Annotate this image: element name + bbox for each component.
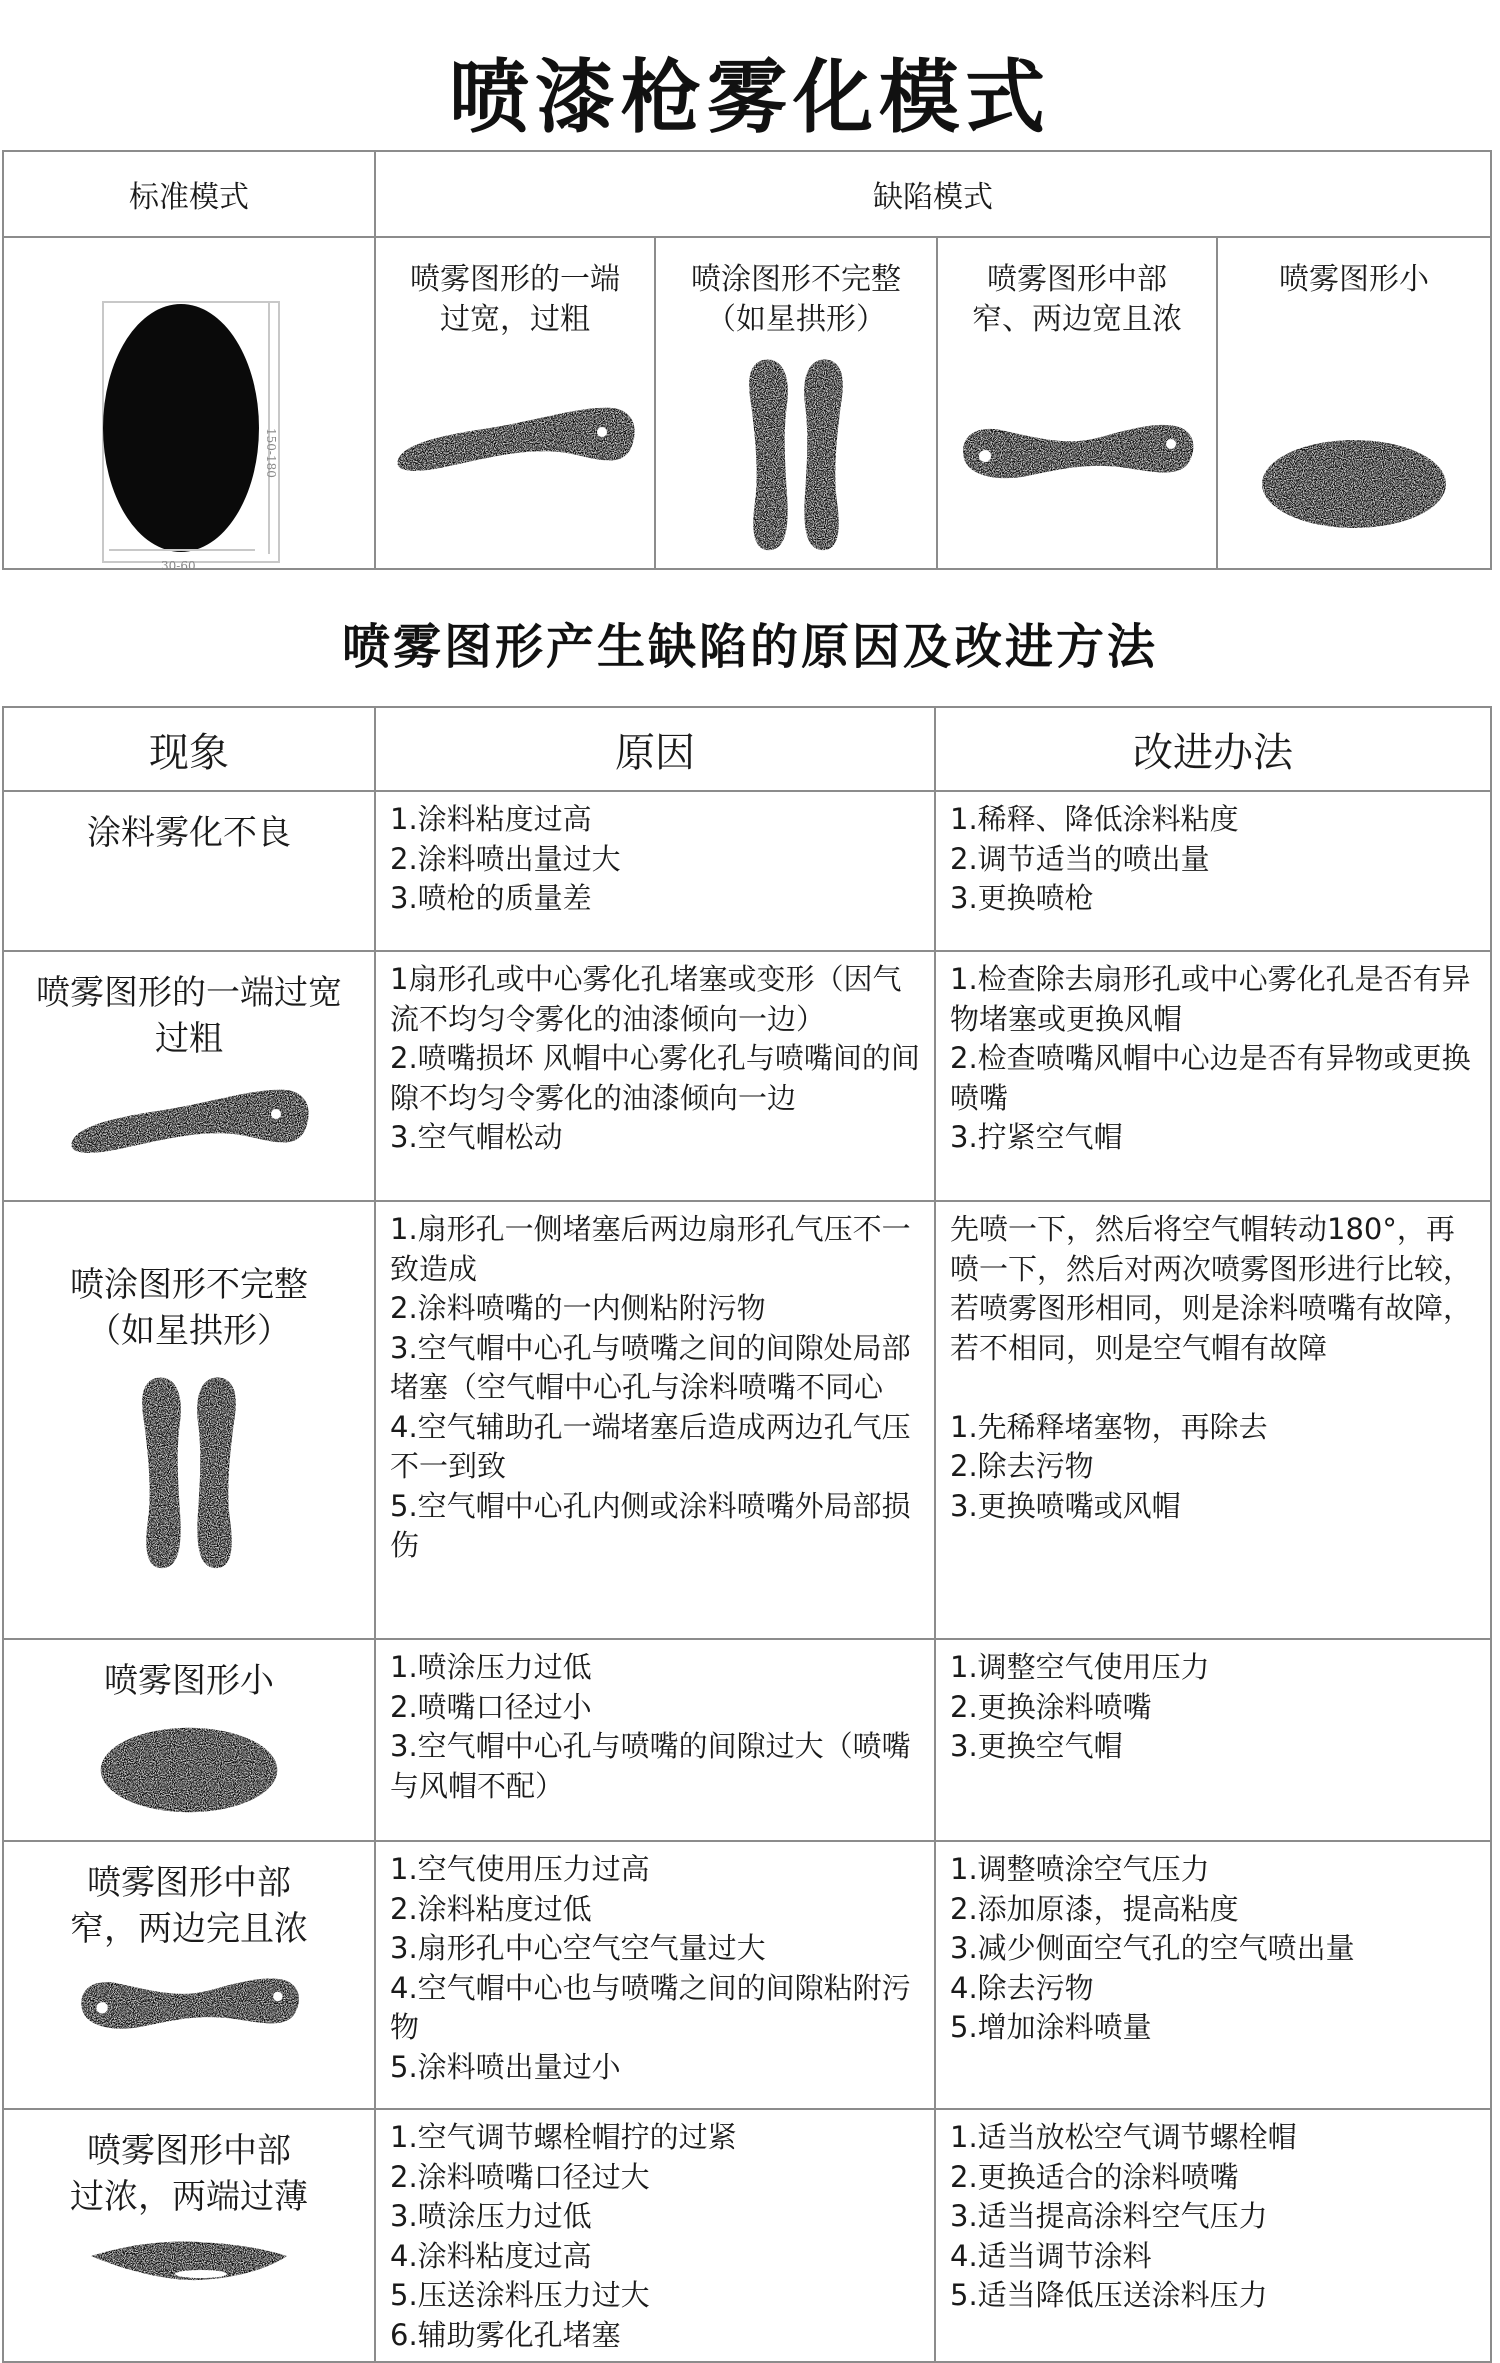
defect-mode-cell [937,237,1217,569]
section-subtitle: 喷雾图形产生缺陷的原因及改进方法 [341,619,1158,675]
table-row [3,791,1491,951]
narrow-middle-spray-icon [957,416,1197,488]
fix-cell: 1.检查除去扇形孔或中心雾化孔是否有异物堵塞或更换风帽 2.检查喷嘴风帽中心边是否有异物或更换喷嘴 3.拧紧空气帽 [935,951,1491,1201]
standard-mode-cell [3,237,375,573]
table-row [3,951,1491,1201]
standard-mode-header: 标准模式 [3,151,375,237]
defect-mode-header: 缺陷模式 [375,151,1491,237]
phenomenon-cell [3,951,375,1201]
phenomenon-label: 喷雾图形的一端过宽 过粗 [36,973,342,1059]
defect-mode-label: 喷雾图形中部 窄、两边宽且浓 [972,262,1182,337]
narrow-middle-spray-icon [74,1970,304,2038]
phenomenon-cell [3,1201,375,1639]
phenomenon-cell [3,791,375,951]
phenomenon-label: 喷雾图形中部 窄，两边完且浓 [70,1863,308,1949]
height-dimension-label: 150-180 [264,428,278,478]
cause-cell: 1.空气调节螺栓帽拧的过紧 2.涂料喷嘴口径过大 3.喷涂压力过低 4.涂料粘度过高 5.压送涂料压力过大 6.辅助雾化孔堵塞 [375,2109,935,2362]
defect-mode-label: 喷涂图形不完整 （如星拱形） [691,262,901,337]
small-spray-icon [1259,434,1449,534]
defect-mode-cell [1217,237,1491,569]
defect-cause-table [2,706,1492,2363]
column-header-cause: 原因 [375,707,935,791]
fix-cell: 先喷一下，然后将空气帽转动180°，再喷一下，然后对两次喷雾图形进行比较，若喷雾图形相同，则是涂料喷嘴有故障，若不相同，则是空气帽有故障 1.先稀释堵塞物，再除去 2.除去污物 3.更换喷嘴或风帽 [935,1201,1491,1639]
wide-end-spray-icon [64,1080,314,1160]
phenomenon-label: 喷涂图形不完整 （如星拱形） [70,1265,308,1351]
defect-mode-label: 喷雾图形的一端 过宽，过粗 [410,262,620,337]
defect-mode-cell [375,237,655,569]
cause-cell: 1扇形孔或中心雾化孔堵塞或变形（因气流不均匀令雾化的油漆倾向一边） 2.喷嘴损坏 风帽中心雾化孔与喷嘴间的间隙不均匀令雾化的油漆倾向一边 3.空气帽松动 [375,951,935,1201]
phenomenon-label: 喷雾图形小 [104,1661,274,1701]
defect-mode-cell [655,237,937,569]
phenomenon-cell [3,1841,375,2109]
phenomenon-label: 喷雾图形中部 过浓，两端过薄 [70,2131,308,2217]
phenomenon-cell [3,1639,375,1841]
table-row [3,1639,1491,1841]
cause-cell: 1.喷涂压力过低 2.喷嘴口径过小 3.空气帽中心孔与喷嘴的间隙过大（喷嘴与风帽不配） [375,1639,935,1841]
table-row [3,2109,1491,2362]
thick-middle-spray-icon [89,2238,289,2282]
width-dimension-label: 30-60 [161,559,196,573]
column-header-fix: 改进办法 [935,707,1491,791]
cause-cell: 1.扇形孔一侧堵塞后两边扇形孔气压不一致造成 2.涂料喷嘴的一内侧粘附污物 3.空气帽中心孔与喷嘴之间的间隙处局部堵塞（空气帽中心孔与涂料喷嘴不同心 4.空气辅助孔一端堵塞后造成两边孔气压不一到致 5.空气帽中心孔内侧或涂料喷嘴外局部损伤 [375,1201,935,1639]
fix-cell: 1.调整喷涂空气压力 2.添加原漆，提高粘度 3.减少侧面空气孔的空气喷出量 4.除去污物 5.增加涂料喷量 [935,1841,1491,2109]
fix-cell: 1.调整空气使用压力 2.更换涂料喷嘴 3.更换空气帽 [935,1639,1491,1841]
phenomenon-label: 涂料雾化不良 [87,813,291,853]
defect-mode-label: 喷雾图形小 [1279,262,1429,297]
phenomenon-cell [3,2109,375,2362]
cause-cell: 1.空气使用压力过高 2.涂料粘度过低 3.扇形孔中心空气空气量过大 4.空气帽中心也与喷嘴之间的间隙粘附污物 5.涂料喷出量过小 [375,1841,935,2109]
page-title: 喷漆枪雾化模式 [449,51,1051,144]
wide-end-spray-icon [390,398,640,478]
table-row [3,1201,1491,1639]
fix-cell: 1.稀释、降低涂料粘度 2.调节适当的喷出量 3.更换喷枪 [935,791,1491,951]
arch-spray-icon [129,1372,249,1572]
fix-cell: 1.适当放松空气调节螺栓帽 2.更换适合的涂料喷嘴 3.适当提高涂料空气压力 4.适当调节涂料 5.适当降低压送涂料压力 [935,2109,1491,2362]
table-row [3,1841,1491,2109]
arch-spray-icon [741,354,851,554]
small-spray-icon [94,1722,284,1818]
spray-mode-table [2,150,1492,573]
standard-ellipse-spray-icon [69,278,309,578]
column-header-phenomenon: 现象 [3,707,375,791]
cause-cell: 1.涂料粘度过高 2.涂料喷出量过大 3.喷枪的质量差 [375,791,935,951]
